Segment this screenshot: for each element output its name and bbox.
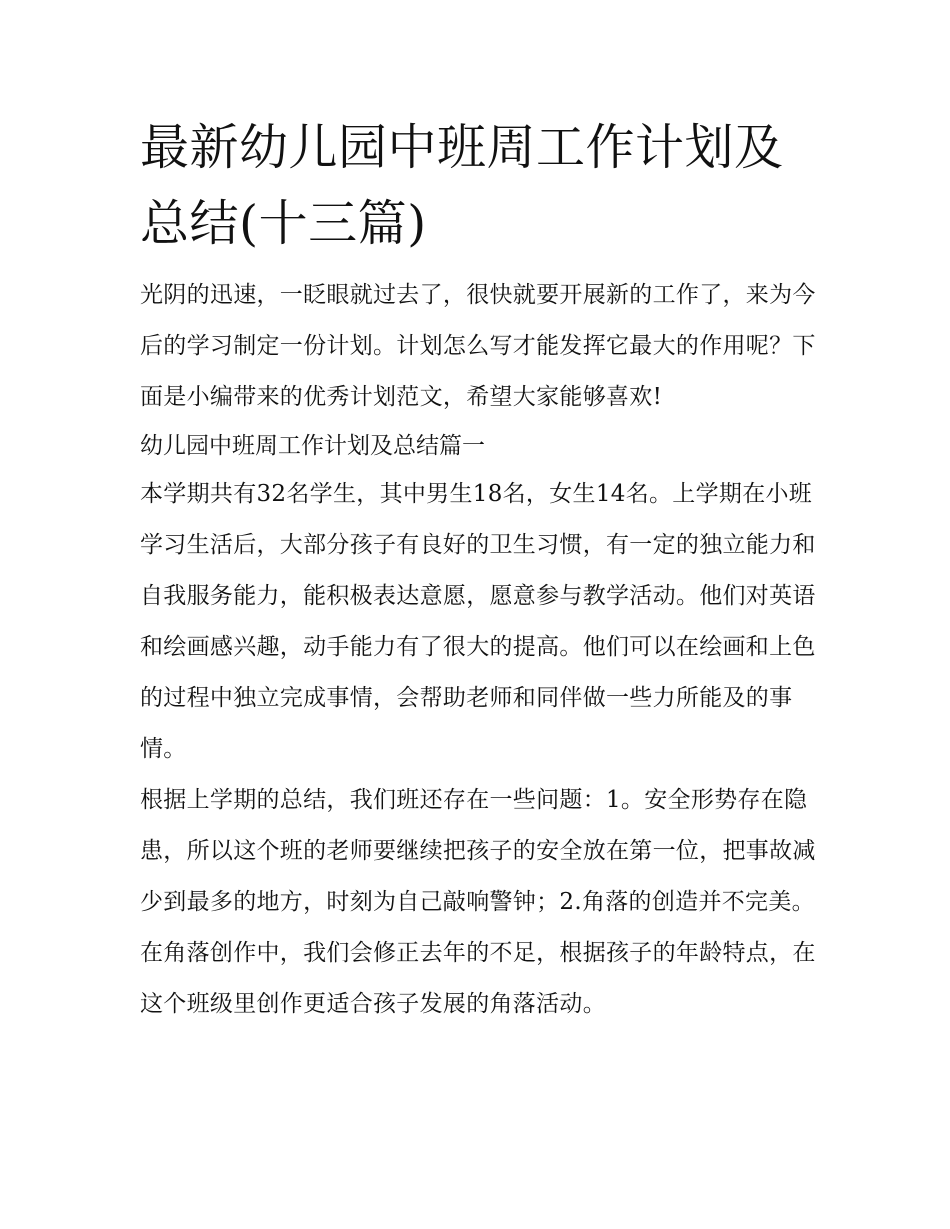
paragraph-class-overview: 本学期共有32名学生，其中男生18名，女生14名。上学期在小班学习生活后，大部分孩子有良好的卫生习惯，有一定的独立能力和自我服务能力，能积极表达意愿，愿意参与教学活动。他们对英语和绘画感兴趣，动手能力有了很大的提高。他们可以在绘画和上色的过程中独立完成事情，会帮助老师和同伴做一些力所能及的事情。 bbox=[140, 481, 816, 762]
intro-paragraph: 光阴的迅速，一眨眼就过去了，很快就要开展新的工作了，来为今后的学习制定一份计划。计划怎么写才能发挥它最大的作用呢？下面是小编带来的优秀计划范文，希望大家能够喜欢! bbox=[140, 282, 816, 410]
paragraph-existing-problems: 根据上学期的总结，我们班还存在一些问题：1。安全形势存在隐患，所以这个班的老师要继续把孩子的安全放在第一位，把事故减少到最多的地方，时刻为自己敲响警钟；2.角落的创造并不完美。在角落创作中，我们会修正去年的不足，根据孩子的年龄特点，在这个班级里创作更适合孩子发展的角落活动。 bbox=[140, 787, 816, 1017]
document-title: 最新幼儿园中班周工作计划及总结(十三篇) bbox=[140, 119, 784, 252]
section-heading: 幼儿园中班周工作计划及总结篇一 bbox=[140, 433, 485, 459]
document-page bbox=[140, 110, 820, 1030]
